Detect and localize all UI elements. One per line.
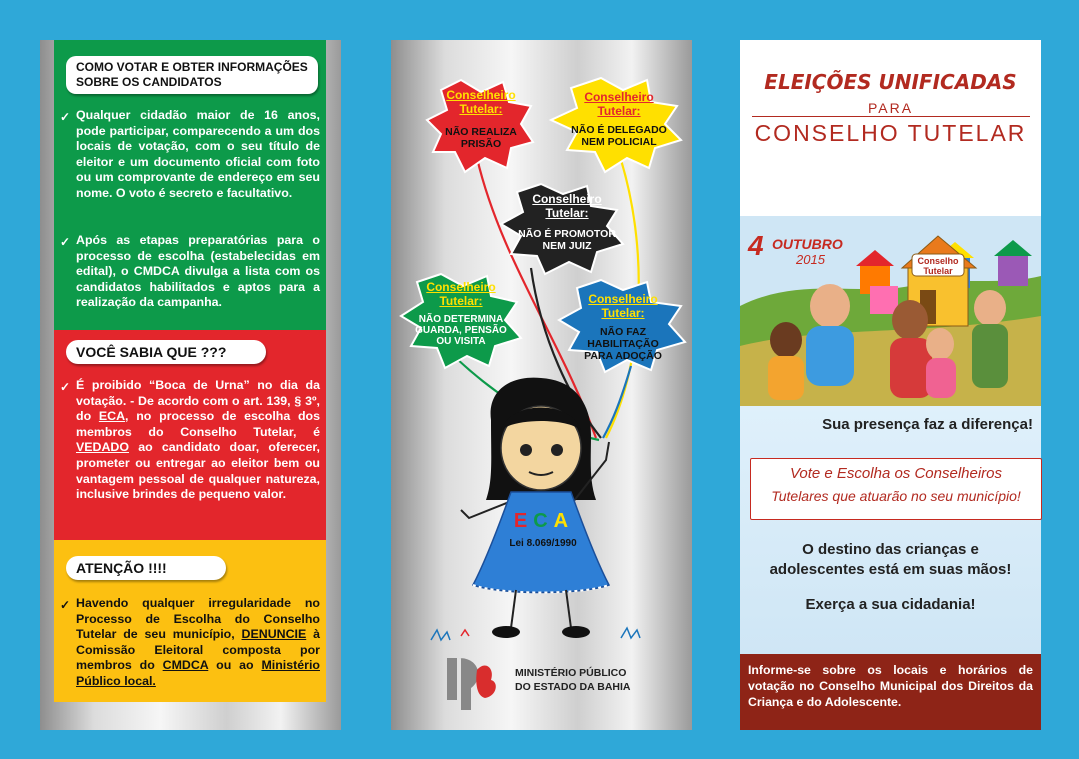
paragraph-report-irregularity: Havendo qualquer irregularidade no Processo de Escolha do Conselho Tutelar de seu município, DENUNCIE à Comissão Eleitoral composta por membros do CMDCA ou ao Ministério Público local. xyxy=(76,596,320,688)
title-divider xyxy=(752,116,1030,117)
section-how-to-vote xyxy=(54,40,326,330)
vedado-text: VEDADO xyxy=(76,440,130,455)
check-icon: ✓ xyxy=(60,110,71,124)
badge-text-red: Conselheiro Tutelar: NÃO REALIZA PRISÃO xyxy=(445,88,517,150)
badge-text-green: Conselheiro Tutelar: NÃO DETERMINA GUARDA, PENSÃO OU VISITA xyxy=(415,280,507,347)
section-title-did-you-know: VOCÊ SABIA QUE ??? xyxy=(66,340,266,364)
house-sign-text: Conselho Tutelar xyxy=(917,256,959,276)
section-attention xyxy=(54,540,326,702)
section-title-how-to-vote: COMO VOTAR E OBTER INFORMAÇÕES SOBRE OS CANDIDATOS xyxy=(66,56,318,94)
ministerio-publico-logo-icon xyxy=(447,658,496,710)
paragraph-who-can-vote: Qualquer cidadão maior de 16 anos, pode participar, comparecendo a um dos locais de votação, com o seu título de eleitor e um documento oficial com foto ou um comprovante de endereço em seu nome. O voto é secreto e facultativo. xyxy=(76,108,320,200)
dress-law-text: Lei 8.069/1990 xyxy=(509,538,577,549)
footer-box xyxy=(740,654,1041,730)
section-title-attention: ATENÇÃO !!!! xyxy=(66,556,226,580)
dress-eca-letters: ECA xyxy=(513,510,575,532)
footer-text: Informe-se sobre os locais e horários de votação no Conselho Municipal dos Direitos da Criança e do Adolescente. xyxy=(748,663,1033,709)
badge-text-blue: Conselheiro Tutelar: NÃO FAZ HABILITAÇÃO PARA ADOÇÃO xyxy=(584,292,662,362)
destino-text: O destino das crianças e adolescentes está em suas mãos! xyxy=(769,541,1012,578)
check-icon: ✓ xyxy=(60,380,71,394)
title-eleicoes: ELEIÇÕES UNIFICADAS xyxy=(764,70,1017,94)
date-month: OUTUBRO xyxy=(772,236,843,252)
ministerio-publico-name: MINISTÉRIO PÚBLICO DO ESTADO DA BAHIA xyxy=(515,667,631,693)
date-day: 4 xyxy=(748,230,764,261)
paragraph-candidate-list: Após as etapas preparatórias para o processo de escolha (estabelecidas em edital), o CMDCA divulga a lista com os candidatos habilitados e aptos para a realização da campanha. xyxy=(76,233,320,310)
badge-text-yellow: Conselheiro Tutelar: NÃO É DELEGADO NEM POLICIAL xyxy=(571,90,667,148)
link-eca: ECA xyxy=(98,409,126,424)
right-panel xyxy=(740,40,1041,730)
title-para: PARA xyxy=(867,100,914,116)
left-panel xyxy=(40,40,341,730)
paragraph-ballot-prohibition: É proibido “Boca de Urna” no dia da votação. - De acordo com o art. 139, § 3º, do ECA, no processo de escolha dos membros do Conselho Tutelar, é VEDADO ao candidato doar, oferecer, prometer ou entregar ao eleitor bem ou vantagem pessoal de qualquer natureza, inclusive brindes de pequeno valor. xyxy=(76,378,320,502)
title-conselho-tutelar: CONSELHO TUTELAR xyxy=(754,120,1027,146)
badge-text-black: Conselheiro Tutelar: NÃO É PROMOTOR NEM JUIZ xyxy=(518,192,616,252)
denuncie-text: DENUNCIE xyxy=(241,627,307,642)
info-area xyxy=(740,406,1041,654)
check-icon: ✓ xyxy=(60,235,71,249)
vote-callout: Vote e Escolha os Conselheiros Tutelares que atuarão no seu município! xyxy=(750,458,1042,520)
check-icon: ✓ xyxy=(60,598,71,612)
girl-illustration xyxy=(431,378,640,640)
ministerio-publico-text: Ministério Público local. xyxy=(76,658,320,688)
presence-text: Sua presença faz a diferença! xyxy=(822,416,1033,433)
cidadania-text: Exerça a sua cidadania! xyxy=(805,596,976,613)
section-did-you-know xyxy=(54,330,326,540)
cmdca-text: CMDCA xyxy=(162,658,209,673)
date-year: 2015 xyxy=(796,252,825,267)
middle-panel xyxy=(391,40,692,730)
